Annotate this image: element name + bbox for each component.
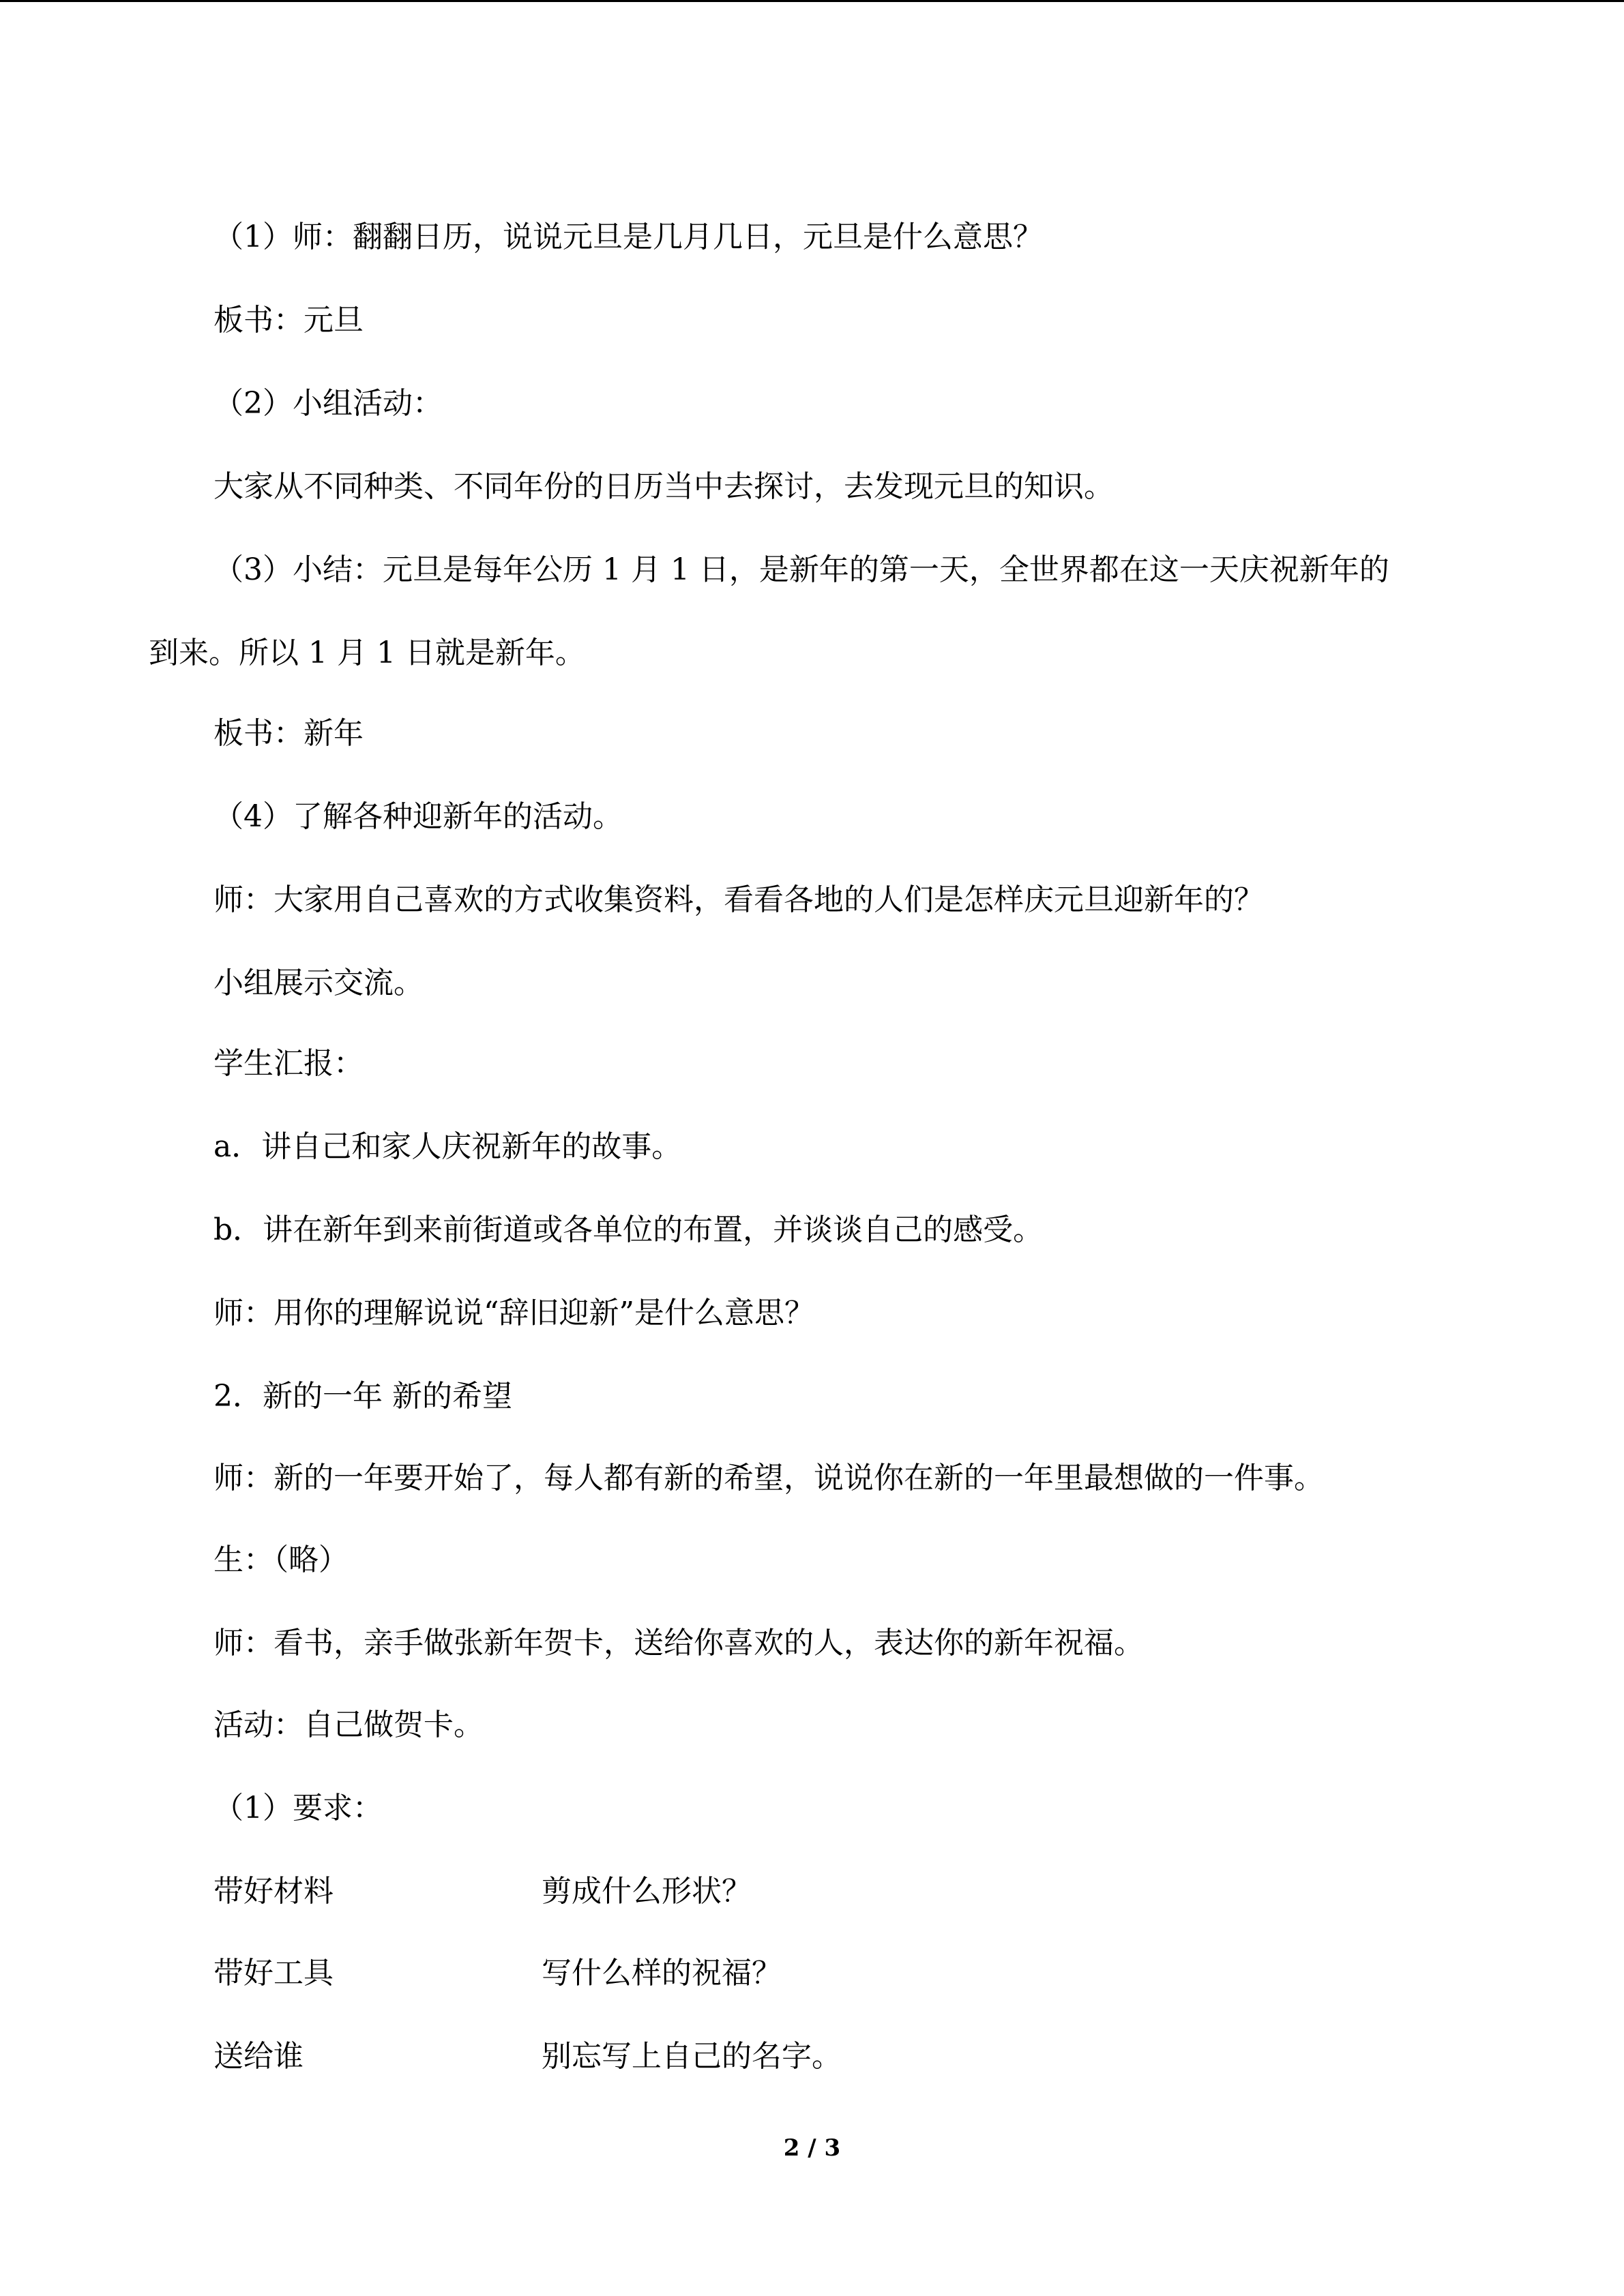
paragraph-line: 活动：自己做贺卡。	[213, 1708, 484, 1742]
requirement-item-left: 送给谁	[213, 2039, 304, 2074]
paragraph-line: 师：看书，亲手做张新年贺卡，送给你喜欢的人，表达你的新年祝福。	[213, 1626, 1144, 1660]
paragraph-line: a．讲自己和家人庆祝新年的故事。	[213, 1129, 682, 1164]
paragraph-line: （1）师：翻翻日历，说说元旦是几月几日，元旦是什么意思？	[213, 220, 1043, 254]
section-heading: 2．新的一年 新的希望	[213, 1379, 512, 1414]
requirement-item-right: 剪成什么形状？	[542, 1874, 752, 1909]
paragraph-line: （4）了解各种迎新年的活动。	[213, 799, 623, 834]
paragraph-line: 大家从不同种类、不同年份的日历当中去探讨，去发现元旦的知识。	[213, 469, 1114, 504]
paragraph-line: （1）要求：	[213, 1791, 383, 1825]
paragraph-line: （2）小组活动：	[213, 386, 443, 421]
paragraph-line: b．讲在新年到来前街道或各单位的布置，并谈谈自己的感受。	[213, 1212, 1044, 1247]
requirement-item-right: 写什么样的祝福？	[542, 1956, 782, 1991]
requirement-item-right: 别忘写上自己的名字。	[542, 2039, 842, 2074]
paragraph-line: 板书：新年	[213, 716, 364, 751]
paragraph-line-continued: 到来。所以 1 月 1 日就是新年。	[149, 636, 585, 670]
paragraph-line: 小组展示交流。	[213, 966, 424, 1000]
paragraph-line: （3）小结：元旦是每年公历 1 月 1 日，是新年的第一天，全世界都在这一天庆祝新年的	[213, 552, 1389, 587]
page-number: 2 / 3	[783, 2134, 841, 2162]
requirement-item-left: 带好工具	[213, 1956, 334, 1991]
paragraph-line: 生：（略）	[213, 1542, 349, 1577]
paragraph-line: 师：用你的理解说说“辞旧迎新”是什么意思？	[213, 1296, 814, 1330]
paragraph-line: 师：大家用自己喜欢的方式收集资料，看看各地的人们是怎样庆元旦迎新年的？	[213, 882, 1264, 917]
paragraph-line: 师：新的一年要开始了，每人都有新的希望，说说你在新的一年里最想做的一件事。	[213, 1461, 1324, 1495]
paragraph-line: 学生汇报：	[213, 1046, 364, 1081]
paragraph-line: 板书：元旦	[213, 303, 364, 338]
requirement-item-left: 带好材料	[213, 1874, 334, 1909]
